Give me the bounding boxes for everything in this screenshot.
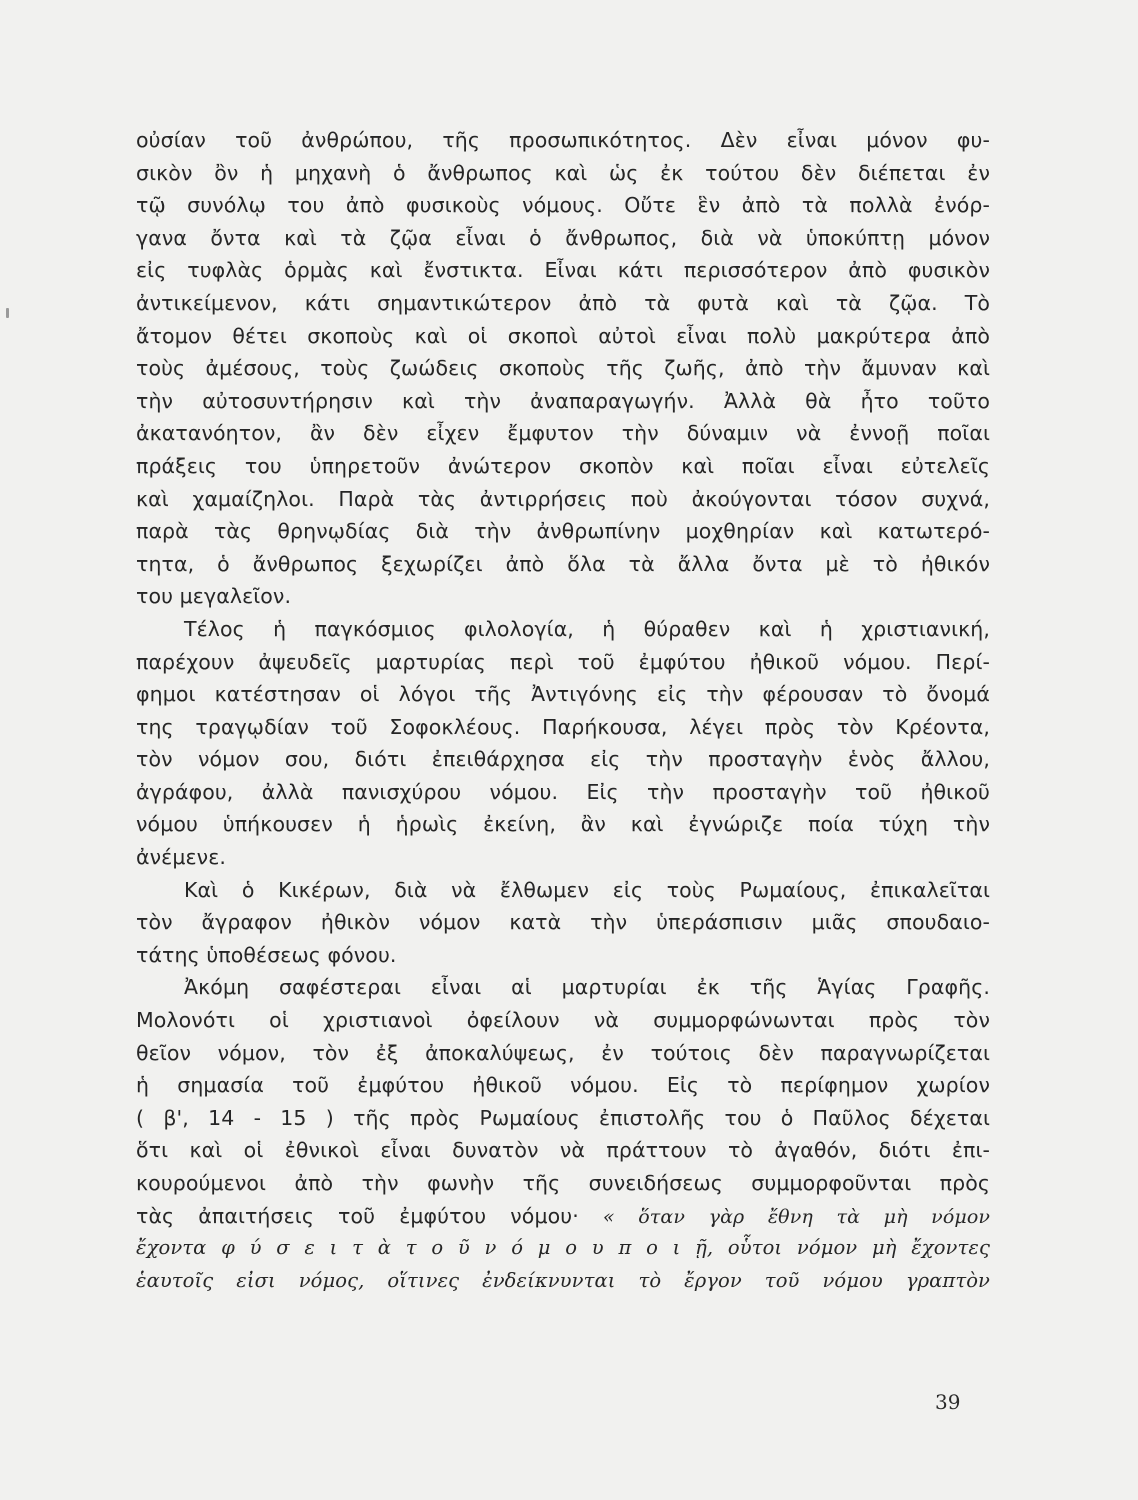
text-line: ἄτομον θέτει σκοποὺς καὶ οἱ σκοποὶ αὐτοὶ εἶναι πολὺ μακρύτερα ἀπὸ [136,323,990,348]
text-line: του μεγαλεῖον. [136,584,292,609]
quote-italic-run: « ὅταν γὰρ ἔθνη τὰ μὴ νόμον [602,1205,991,1228]
text-line: ἀντικείμενον, κάτι σημαντικώτερον ἀπὸ τὰ φυτὰ καὶ τὰ ζῷα. Τὸ [136,290,990,315]
text-line: κουρούμενοι ἀπὸ τὴν φωνὴν τῆς συνειδήσεως συμμορφοῦνται πρὸς [136,1171,990,1195]
text-line: καὶ χαμαίζηλοι. Παρὰ τὰς ἀντιρρήσεις ποὺ ἀκούγονται τόσον συχνά, [136,486,990,511]
text-line: τητα, ὁ ἄνθρωπος ξεχωρίζει ἀπὸ ὅλα τὰ ἄλλα ὄντα μὲ τὸ ἠθικόν [136,551,990,576]
text-line: τοὺς ἀμέσους, τοὺς ζωώδεις σκοποὺς τῆς ζωῆς, ἀπὸ τὴν ἄμυναν καὶ [136,356,990,381]
body-text [136,124,990,1297]
quote-line: ἑαυτοῖς εἰσι νόμος, οἵτινες ἐνδείκνυνται τὸ ἔργον τοῦ νόμου γραπτὸν [136,1268,990,1292]
text-line: ἀγράφου, ἀλλὰ πανισχύρου νόμου. Εἰς τὴν προσταγὴν τοῦ ἠθικοῦ [136,779,990,804]
paragraph-start-line: Τέλος ἡ παγκόσμιος φιλολογία, ἡ θύραθεν καὶ ἡ χριστιανική, [184,616,990,641]
scan-artifact [6,308,9,318]
quote-line: ἔχοντα φ ύ σ ε ι τ ὰ τ ο ῦ ν ό μ ο υ π ο ι ῇ, οὗτοι νόμον μὴ ἔχοντες [136,1236,990,1260]
text-line: ( β', 14 - 15 ) τῆς πρὸς Ρωμαίους ἐπιστολῆς του ὁ Παῦλος δέχεται [136,1105,990,1130]
text-line: τάτης ὑποθέσεως φόνου. [136,942,397,967]
quote-start-line [136,1200,990,1233]
text-line: ἀκατανόητον, ἂν δὲν εἶχεν ἔμφυτον τὴν δύναμιν νὰ ἐννοῇ ποῖαι [136,421,990,446]
text-line: εἰς τυφλὰς ὁρμὰς καὶ ἔνστικτα. Εἶναι κάτι περισσότερον ἀπὸ φυσικὸν [136,258,990,283]
text-line: νόμου ὑπήκουσεν ἡ ἡρωὶς ἐκείνη, ἂν καὶ ἐγνώριζε ποία τύχη τὴν [136,812,990,837]
text-line: ἡ σημασία τοῦ ἐμφύτου ἠθικοῦ νόμου. Εἰς τὸ περίφημον χωρίον [136,1073,990,1098]
text-line: ἀνέμενε. [136,845,227,870]
paragraph-start-line: Καὶ ὁ Κικέρων, διὰ νὰ ἔλθωμεν εἰς τοὺς Ρωμαίους, ἐπικαλεῖται [184,877,990,902]
text-run: τὰς ἀπαιτήσεις τοῦ ἐμφύτου νόμου· [136,1203,579,1228]
text-line: γανα ὄντα καὶ τὰ ζῷα εἶναι ὁ ἄνθρωπος, διὰ νὰ ὑποκύπτῃ μόνον [136,225,990,250]
paragraph-start-line: Ἀκόμη σαφέστεραι εἶναι αἱ μαρτυρίαι ἐκ τῆς Ἁγίας Γραφῆς. [184,975,990,1000]
text-line: πράξεις του ὑπηρετοῦν ἀνώτερον σκοπὸν καὶ ποῖαι εἶναι εὐτελεῖς [136,453,990,478]
page-number: 39 [935,1390,961,1414]
text-line: τῷ συνόλῳ του ἀπὸ φυσικοὺς νόμους. Οὔτε ἓν ἀπὸ τὰ πολλὰ ἐνόρ- [136,193,990,218]
text-line: σικὸν ὂν ἡ μηχανὴ ὁ ἄνθρωπος καὶ ὡς ἐκ τούτου δὲν διέπεται ἐν [136,160,990,185]
text-line: φημοι κατέστησαν οἱ λόγοι τῆς Ἀντιγόνης εἰς τὴν φέρουσαν τὸ ὄνομά [136,682,990,707]
text-line: θεῖον νόμον, τὸν ἐξ ἀποκαλύψεως, ἐν τούτοις δὲν παραγνωρίζεται [136,1040,990,1065]
text-line: τὸν νόμον σου, διότι ἐπειθάρχησα εἰς τὴν προσταγὴν ἑνὸς ἄλλου, [136,747,990,772]
text-line: παρέχουν ἀψευδεῖς μαρτυρίας περὶ τοῦ ἐμφύτου ἠθικοῦ νόμου. Περί- [136,649,990,674]
text-line: οὐσίαν τοῦ ἀνθρώπου, τῆς προσωπικότητος. Δὲν εἶναι μόνον φυ- [136,128,990,152]
text-line: Μολονότι οἱ χριστιανοὶ ὀφείλουν νὰ συμμορφώνωνται πρὸς τὸν [136,1008,990,1033]
text-line: ὅτι καὶ οἱ ἐθνικοὶ εἶναι δυνατὸν νὰ πράττουν τὸ ἀγαθόν, διότι ἐπι- [136,1138,990,1163]
text-line: τὸν ἄγραφον ἠθικὸν νόμον κατὰ τὴν ὑπεράσπισιν μιᾶς σπουδαιο- [136,910,990,935]
text-line: παρὰ τὰς θρηνῳδίας διὰ τὴν ἀνθρωπίνην μοχθηρίαν καὶ κατωτερό- [136,519,990,544]
text-line: της τραγῳδίαν τοῦ Σοφοκλέους. Παρήκουσα, λέγει πρὸς τὸν Κρέοντα, [136,714,990,739]
text-line: τὴν αὐτοσυντήρησιν καὶ τὴν ἀναπαραγωγήν. Ἀλλὰ θὰ ἦτο τοῦτο [136,388,990,413]
